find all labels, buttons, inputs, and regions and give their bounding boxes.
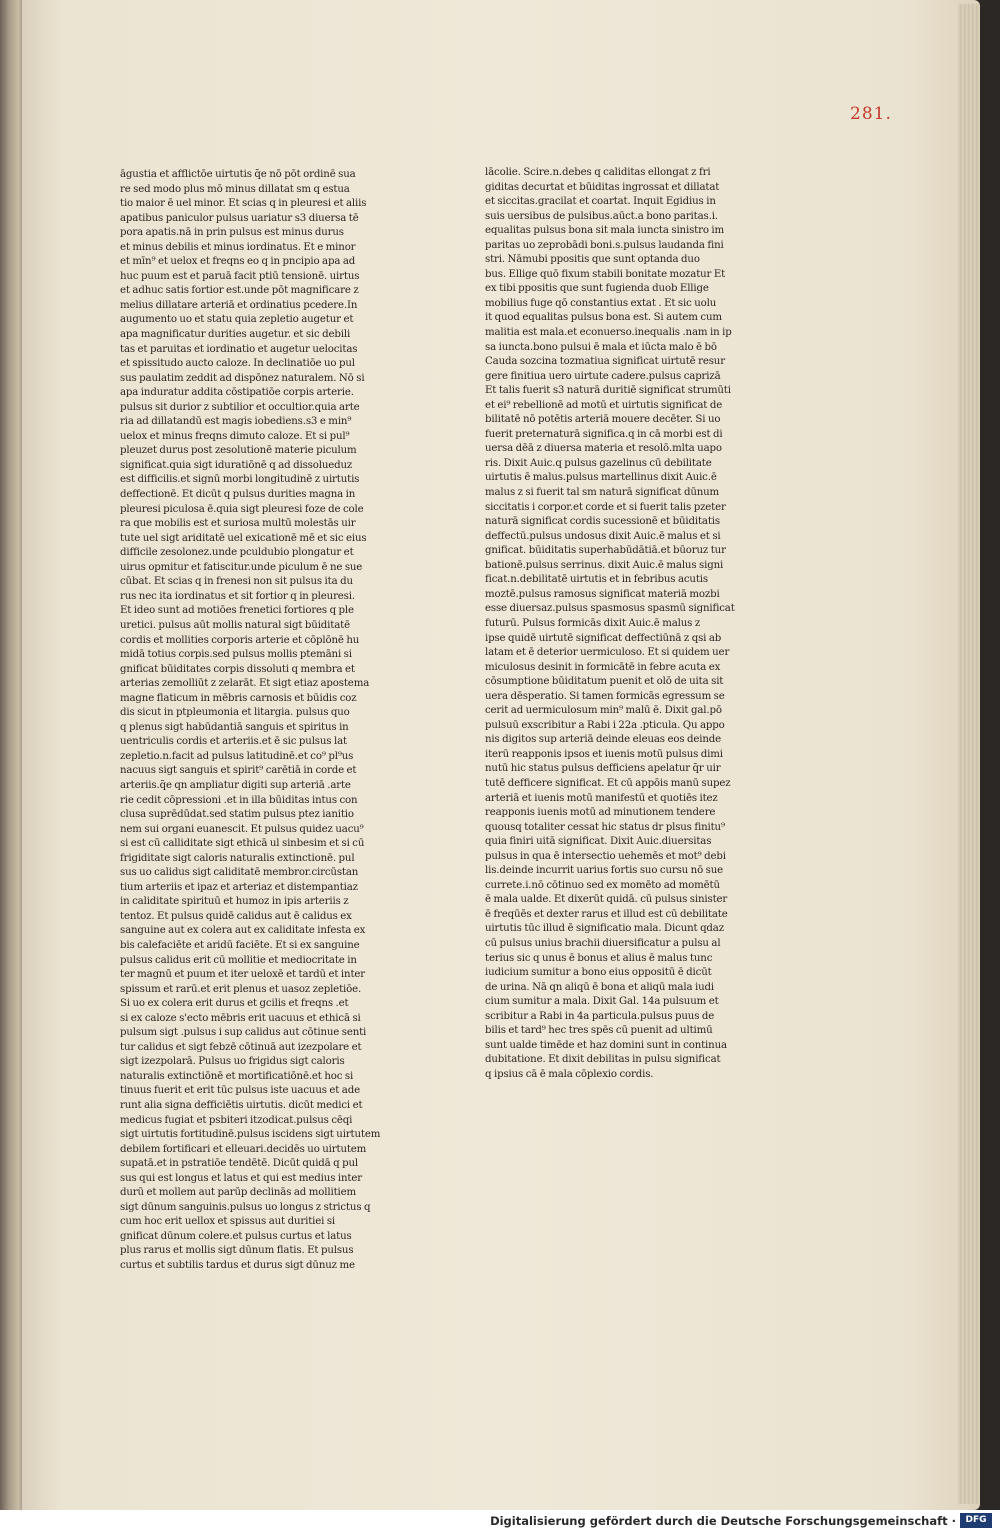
text-line: curtus et subtilis tardus et durus sigt dūnuz me [120,1260,355,1272]
text-line: quia finiri uitā significat. Dixit Auic.diuersitas [485,836,712,848]
text-line: tentoz. Et pulsus quidē calidus aut ē calidus ex [120,910,352,922]
text-line: debilem fortificari et elleuari.decidēs uo uirtutem [120,1143,367,1155]
text-line: cium sumitur a mala. Dixit Gal. 14a pulsuum et [485,996,719,1008]
text-line: latam et ē deterior uermiculoso. Et si quidem uer [485,647,730,659]
text-column-right [485,166,763,1082]
text-line: magne flaticum in mēbris carnosis et būidis coz [120,692,357,704]
text-line: bilitatē nō potētis arteriā mouere decēter. Si uo [485,414,721,426]
text-line: pulsuū exscribitur a Rabi i 22a .pticula. Qu appo [485,719,725,731]
text-line: malitia est mala.et econuerso.inequalis .nam in ip [485,327,732,339]
text-line: et siccitas.gracilat et coartat. Inquit Egidius in [485,196,716,208]
text-line: rie cedit cōpressioni .et in illa būiditas intus con [120,794,358,806]
text-line: sus qui est longus et latus et qui est medius inter [120,1172,362,1184]
text-line: dis sicut in ptpleumonia et litargia. pulsus quo [120,707,350,719]
text-line: ficat.n.debilitatē uirtutis et in febribus acutis [485,574,708,586]
text-line: et mīn⁹ et uelox et freqns eo q in pncipio apa ad [120,256,356,268]
text-line: scribitur a Rabi in 4a particula.pulsus puus de [485,1010,715,1022]
text-line: mobilius fuge qō constantius extat . Et sic uolu [485,297,717,309]
text-line: in caliditate spirituū et humoz in ipis arteriis z [120,896,349,908]
text-line: sus paulatim zeddit ad dispōnez naturalem. Nō si [120,372,365,384]
text-line: spissum et rarū.et erit plenus et uasoz zepletiōe. [120,983,362,995]
text-line: Et ideo sunt ad motiōes frenetici fortiores q ple [120,605,354,617]
text-line: pleuzet durus post zesolutionē materie piculum [120,445,357,457]
text-line: stri. Nāmubi ppositis que sunt optanda duo [485,254,700,266]
text-line: pulsum sigt .pulsus i sup calidus aut cōtinue senti [120,1027,367,1039]
text-line: iterū reapponis ipsos et iuenis motū pulsus dimi [485,748,723,760]
text-line: nis digitos sup arteriā deinde eleuas eos deinde [485,734,722,746]
text-line: supatā.et in pstratiōe tendētē. Dicūt quidā q pul [120,1158,359,1170]
text-line: uersa dēā z diuersa materia et resolō.mlta uapo [485,443,722,455]
text-line: et minus debilis et minus iordinatus. Et e minor [120,241,356,253]
text-line: miculosus desinit in formicātē in febre acuta ex [485,661,721,673]
text-line: zepletio.n.facit ad pulsus latitudinē.et co⁹ pl⁹us [120,750,354,762]
text-line: bationē.pulsus serrinus. dixit Auic.ē malus signi [485,559,724,571]
text-line: moztē.pulsus ramosus significat materiā mozbi [485,588,720,600]
text-line: malus z si fuerit tal sm naturā significat dūnum [485,487,720,499]
text-line: cum hoc erit uellox et spissus aut duritiei si [120,1216,336,1228]
text-line: cūbat. Et scias q in frenesi non sit pulsus ita du [120,576,353,588]
text-line: apatibus paniculor pulsus uariatur s3 diuersa tē [120,212,359,224]
text-line: medicus fugiat et psbiteri itzodicat.pulsus cēqi [120,1114,353,1126]
text-line: pulsus calidus erit cū mollitie et mediocritate in [120,954,357,966]
text-line: Et talis fuerit s3 naturā duritiē significat strumūti [485,385,731,397]
text-line: durū et mollem aut parūp declinās ad mollitiem [120,1187,357,1199]
text-line: ipse quidē uirtutē significat deffectiūnā z qsi ab [485,632,722,644]
text-line: gnificat. būiditatis superhabūdātiā.et būoruz tur [485,545,726,557]
text-line: de urina. Nā qn aliqū ē bona et aliqū mala iudi [485,981,714,993]
text-line: it quod equalitas pulsus bona est. Si autem cum [485,312,722,324]
text-line: ter magnū et puum et iter ueloxē et tardū et inter [120,969,365,981]
text-line: sunt ualde timēde et haz domini sunt in continua [485,1039,727,1051]
text-line: ris. Dixit Auic.q pulsus gazelinus cū debilitate [485,457,712,469]
text-line: cū pulsus unius brachii diuersificatur a pulsu al [485,937,721,949]
text-line: uirtutis ē malus.pulsus martellinus dixit Auic.ē [485,472,717,484]
text-line: pora apatis.nā in prin pulsus est minus durus [120,227,344,239]
text-line: sa iuncta.bono pulsui ē mala et iūcta malo ē bō [485,341,717,353]
text-line: uentriculis cordis et arteriis.et ē sic pulsus lat [120,736,347,748]
text-line: q ipsius cā ē mala cōplexio cordis. [485,1068,654,1080]
text-line: uera dēsperatio. Si tamen formicās egressum se [485,690,725,702]
text-line: et ei⁹ rebellionē ad motū et uirtutis significat de [485,399,723,411]
text-line: suis uersibus de pulsibus.aūct.a bono paritas.i. [485,210,718,222]
text-line: et adhuc satis fortior est.unde pōt magnificare z [120,285,359,297]
text-line: frigiditate sigt caloris naturalis extinctionē. pul [120,852,355,864]
text-line: terius sic q unus ē bonus et alius ē malus tunc [485,952,713,964]
text-line: sigt izezpolarā. Pulsus uo frigidus sigt caloris [120,1056,345,1068]
text-line: iudicium sumitur a bono eius oppositū ē dicūt [485,967,712,979]
dfg-logo: DFG [960,1513,992,1528]
text-line: tio maior ē uel minor. Et scias q in pleuresi et aliis [120,198,367,210]
text-line: augumento uo et statu quia zepletio augetur et [120,314,354,326]
text-line: esse diuersaz.pulsus spasmosus spasmū significat [485,603,735,615]
text-line: ē freqūēs et dexter rarus et illud est cū debilitate [485,908,728,920]
text-line: q plenus sigt habūdantiā sanguis et spiritus in [120,721,349,733]
text-line: gnificat būiditates corpis dissoluti q membra et [120,663,355,675]
folio-number: 281. [850,104,892,124]
text-line: et spissitudo aucto caloze. In declinatiōe uo pul [120,358,355,370]
text-line: siccitatis i corpor.et corde et si fuerit talis pzeter [485,501,726,513]
text-line: ra que mobilis est et suriosa multū molestās uir [120,518,356,530]
text-line: āgustia et afflictōe uirtutis q̄e nō pōt ordinē sua [120,169,356,180]
text-line: bis calefaciēte et aridū faciēte. Et si ex sanguine [120,939,360,951]
text-line: lis.deinde incurrit uarius fortis suo cursu nō sue [485,865,724,877]
text-line: re sed modo plus mō minus dillatat sm q estua [120,183,350,195]
text-line: si ex caloze s'ecto mēbris erit uacuus et ethicā si [120,1012,361,1024]
text-line: difficile zesolonez.unde pculdubio plongatur et [120,547,354,559]
text-line: significat.quia sigt iduratiōnē q ad dissolueduz [120,459,353,471]
text-line: clusa suprēdūdat.sed statim pulsus ptez ianitio [120,809,354,821]
text-line: huc puum est et paruā facit ptiū tensionē. uirtus [120,270,360,282]
text-line: cōsumptione būiditatum puenit et olō de uita sit [485,676,724,688]
text-line: apa magnificatur durities augetur. et sic debili [120,329,351,341]
text-line: nem sui organi euanescit. Et pulsus quidez uacu⁹ [120,823,364,835]
text-line: uelox et minus freqns dimuto caloze. Et si pul⁹ [120,430,350,442]
text-line: giditas decurtat et būiditas ingrossat et dillatat [485,181,720,193]
text-line: uretici. pulsus aūt mollis natural sigt būiditatē [120,619,350,631]
text-line: tur calidus et sigt febzē cōtinuā aut izezpolare et [120,1041,362,1053]
text-line: deffectū.pulsus undosus dixit Auic.ē malus et si [485,530,721,542]
text-line: sanguine aut ex colera aut ex caliditate infesta ex [120,925,366,937]
text-line: dubitatione. Et dixit debilitas in pulsu significat [485,1054,721,1066]
text-line: tutē defficere significat. Et cū appōis manū supez [485,777,731,789]
text-line: apa induratur addita cōstipatiōe corpis arterie. [120,387,354,399]
book-page [22,0,980,1510]
text-line: tas et paruitas et iordinatio et augetur uelocitas [120,343,358,355]
text-line: plus rarus et mollis sigt dūnum flatis. Et pulsus [120,1245,354,1257]
text-line: equalitas pulsus bona sit mala iuncta sinistro im [485,225,725,237]
text-line: pleuresi piculosa ē.quia sigt pleuresi foze de cole [120,503,364,515]
text-line: bus. Ellige quō fixum stabili bonitate mozatur Et [485,268,726,280]
text-line: paritas uo zeprobādi boni.s.pulsus laudanda fini [485,239,724,251]
text-line: sus uo calidus sigt caliditatē membror.circūstan [120,867,359,879]
text-line: arterias zemolliūt z zelarāt. Et sigt etiaz apostema [120,678,370,690]
text-line: lācolie. Scire.n.debes q caliditas ellongat z fri [485,167,711,178]
text-line: ria ad dillatandū est magis iobediens.s3 e min⁹ [120,416,352,428]
text-line: runt alia signa defficiētis uirtutis. dicūt medici et [120,1100,363,1111]
text-line: cordis et mollities corporis arterie et cōplōnē hu [120,634,360,646]
text-line: Cauda sozcina tozmatiua significat uirtutē resur [485,356,725,368]
text-line: gnificat dūnum colere.et pulsus curtus et latus [120,1230,352,1242]
text-line: Si uo ex colera erit durus et gcilis et freqns .et [120,998,349,1010]
text-line: futurū. Pulsus formicās dixit Auic.ē malus z [485,617,701,629]
text-line: nacuus sigt sanguis et spirit⁹ carētiā in corde et [120,765,357,777]
text-line: fuerit preternaturā significa.q in cā morbi est di [485,428,723,440]
text-line: pulsus in qua ē intersectio uehemēs et mot⁹ debi [485,850,726,862]
text-line: bilis et tard⁹ hec tres spēs cū puenit ad ultimū [485,1025,713,1037]
text-line: rus nec ita iordinatus et sit fortior q in pleuresi. [120,590,355,602]
text-line: quousq totaliter cessat hic status dr plsus finitu⁹ [485,821,725,833]
text-line: naturā significat cordis sucessionē et būiditatis [485,516,720,528]
text-line: est difficilis.et signū morbi longitudinē z uirtutis [120,474,360,486]
text-line: uirus opmitur et fatiscitur.unde piculum ē ne sue [120,561,363,573]
text-line: ex tibi ppositis que sunt fugienda duob Ellige [485,283,709,295]
text-column-left [120,168,394,1274]
footer-bar [0,1510,1000,1532]
text-line: currete.i.nō cōtinuo sed ex momēto ad momētū [485,879,720,891]
text-line: melius dillatare arteriā et ordinatius pcedere.In [120,299,358,311]
text-line: ē mala ualde. Et dixerūt quidā. cū pulsus sinister [485,894,728,906]
dfg-credit: Digitalisierung gefördert durch die Deutsche Forschungsgemeinschaft · [490,1514,956,1528]
text-line: gere finitiua uero uirtute cadere.pulsus caprizā [485,370,721,382]
text-line: tium arteriis et ipaz et arteriaz et distempantiaz [120,881,358,893]
text-line: sigt uirtutis fortitudinē.pulsus iscidens sigt uirtutem [120,1129,381,1141]
text-line: tinuus fuerit et erit tūc pulsus iste uacuus et ade [120,1085,360,1097]
text-line: naturalis extinctiōnē et mortificatiōnē.et hoc si [120,1070,354,1082]
text-line: arteriis.q̄e qn ampliatur digiti sup arteriā .arte [120,779,351,791]
text-line: tute uel sigt ariditatē uel exicationē mē et sic eius [120,532,367,544]
text-line: midā totius corpis.sed pulsus mollis ptemāni si [120,649,352,661]
text-line: sigt dūnum sanguinis.pulsus uo longus z strictus q [120,1201,371,1213]
text-line: reapponis iuenis motū ad minutionem tendere [485,807,716,819]
text-line: deffectionē. Et dicūt q pulsus durities magna in [120,489,356,501]
text-line: uirtutis tūc illud ē significatio mala. Dicunt qdaz [485,923,724,935]
text-line: nutū hic status pulsus defficiens apelatur q̄r uir [485,763,721,775]
text-line: cerit ad uermiculosum min⁹ malū ē. Dixit gal.pō [485,705,722,717]
text-line: pulsus sit durior z subtilior et occultior.quia arte [120,401,360,413]
text-line: arteriā et iuenis motū manifestū et quotiēs itez [485,792,718,804]
text-line: si est cū calliditate sigt ethicā ul sinbesim et si cū [120,838,365,850]
page-stack-edge [958,4,980,1504]
